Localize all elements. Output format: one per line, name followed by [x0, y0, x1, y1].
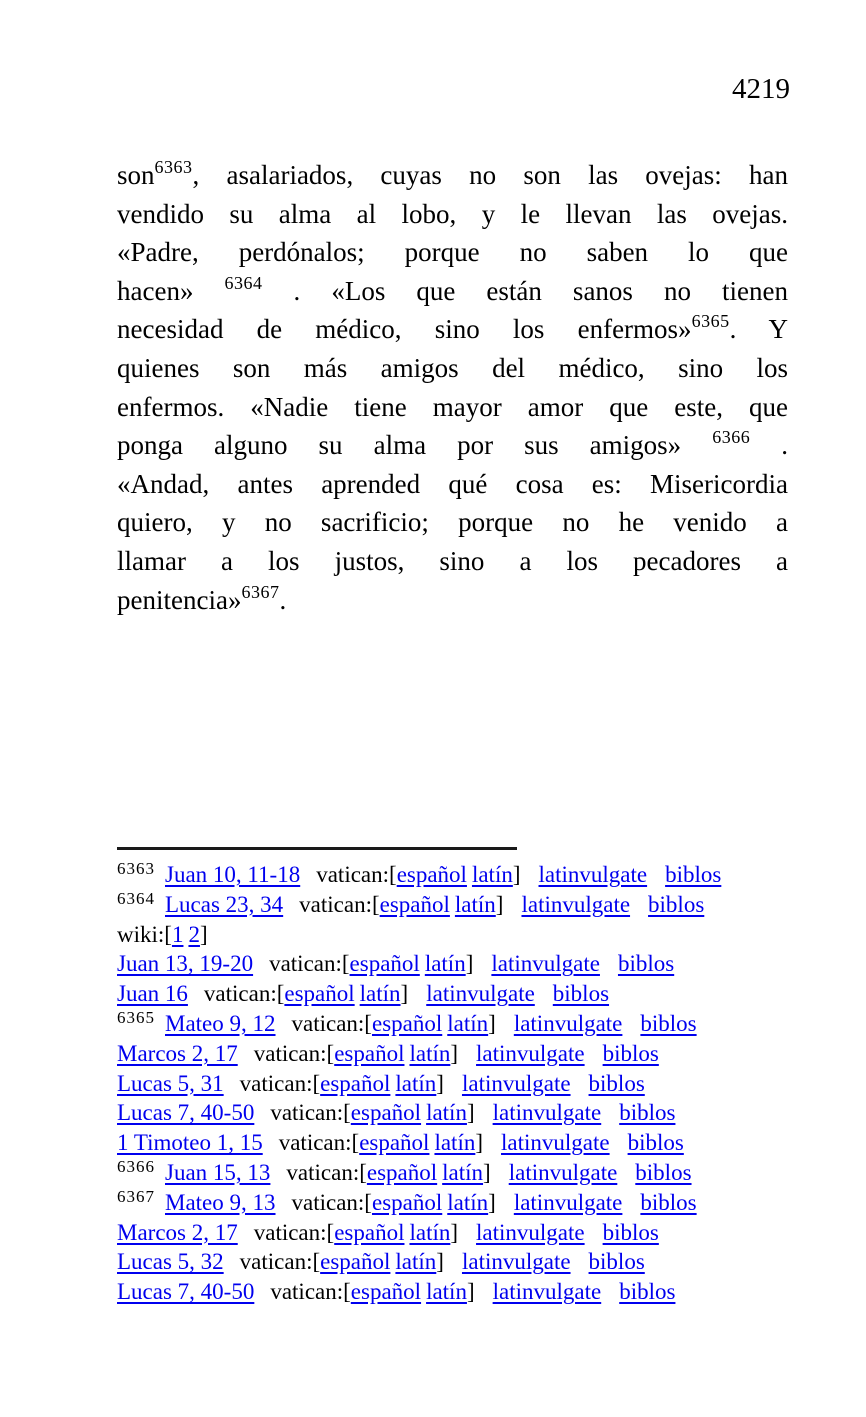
footnote-marker: 6364	[224, 272, 263, 293]
vatican-espanol-link[interactable]: español	[334, 1219, 405, 1245]
vatican-espanol-link[interactable]: español	[350, 1279, 422, 1305]
vatican-label: vatican:[	[270, 1100, 351, 1126]
vatican-label: vatican:[	[269, 951, 350, 977]
biblos-link[interactable]: biblos	[640, 1010, 697, 1036]
latinvulgate-link[interactable]: latinvulgate	[491, 951, 600, 977]
scripture-ref-link[interactable]: Lucas 7, 40-50	[117, 1100, 255, 1126]
footnote-line	[117, 1009, 817, 1039]
scripture-ref-link[interactable]: Lucas 5, 32	[117, 1249, 224, 1275]
close-bracket: ]	[512, 862, 521, 887]
close-bracket: ]	[483, 1159, 491, 1185]
scripture-ref-link[interactable]: Marcos 2, 17	[117, 1040, 238, 1066]
latinvulgate-link[interactable]: latinvulgate	[513, 1010, 623, 1036]
paragraph-line: quienes son más amigos del médico, sino los	[117, 352, 788, 383]
latinvulgate-link[interactable]: latinvulgate	[521, 891, 631, 917]
vatican-label: vatican:[	[299, 891, 380, 917]
vatican-latin-link[interactable]: latín	[424, 951, 466, 977]
wiki-label: wiki:[	[117, 921, 172, 947]
vatican-espanol-link[interactable]: español	[350, 1100, 422, 1126]
vatican-espanol-link[interactable]: español	[371, 1189, 443, 1215]
close-bracket: ]	[466, 1279, 475, 1305]
footnote-number: 6367	[117, 1186, 155, 1206]
vatican-label: vatican:[	[270, 1279, 351, 1305]
latinvulgate-link[interactable]: latinvulgate	[538, 862, 648, 887]
vatican-espanol-link[interactable]: español	[396, 862, 467, 887]
close-bracket: ]	[488, 1010, 496, 1036]
biblos-link[interactable]: biblos	[588, 1070, 645, 1096]
footnote-line	[117, 1247, 817, 1277]
vatican-latin-link[interactable]: latín	[426, 1279, 467, 1305]
footnote-line	[117, 890, 817, 920]
vatican-latin-link[interactable]: latín	[409, 1219, 451, 1245]
vatican-latin-link[interactable]: latín	[434, 1130, 476, 1156]
close-bracket: ]	[466, 1100, 475, 1126]
vatican-latin-link[interactable]: latín	[447, 1189, 489, 1215]
scripture-ref-link[interactable]: Juan 10, 11-18	[165, 862, 301, 887]
footnote-number: 6364	[117, 888, 155, 908]
scripture-ref-link[interactable]: Marcos 2, 17	[117, 1219, 238, 1245]
biblos-link[interactable]: biblos	[665, 862, 722, 887]
latinvulgate-link[interactable]: latinvulgate	[426, 981, 535, 1007]
footnote-line	[117, 1277, 817, 1307]
biblos-link[interactable]: biblos	[648, 891, 705, 917]
vatican-label: vatican:[	[278, 1130, 360, 1156]
footnote-line	[117, 1218, 817, 1248]
vatican-label: vatican:[	[239, 1070, 321, 1096]
vatican-latin-link[interactable]: latín	[359, 981, 401, 1007]
close-bracket: ]	[495, 891, 504, 917]
scripture-ref-link[interactable]: Juan 15, 13	[165, 1159, 271, 1185]
biblos-link[interactable]: biblos	[588, 1249, 645, 1275]
biblos-link[interactable]: biblos	[552, 981, 610, 1007]
paragraph-line: llamar a los justos, sino a los pecadores a	[117, 545, 788, 576]
close-bracket: ]	[199, 921, 208, 947]
wiki-link[interactable]: 2	[188, 921, 200, 947]
paragraph-line: son$^{6363}$, asalariados, cuyas no son las ovejas: han	[117, 157, 788, 190]
footnotes-section	[117, 860, 817, 1307]
vatican-espanol-link[interactable]: español	[349, 951, 420, 977]
latinvulgate-link[interactable]: latinvulgate	[461, 1070, 571, 1096]
biblos-link[interactable]: biblos	[627, 1130, 684, 1156]
paragraph-line: penitencia»$^{6367}$.	[117, 581, 287, 615]
latinvulgate-link[interactable]: latinvulgate	[508, 1159, 618, 1185]
scripture-ref-link[interactable]: Mateo 9, 13	[165, 1189, 276, 1215]
footnote-number: 6366	[117, 1156, 155, 1176]
footnote-line	[117, 1128, 817, 1158]
footnote-marker: 6367	[241, 581, 280, 602]
vatican-latin-link[interactable]: latín	[395, 1249, 437, 1275]
vatican-espanol-link[interactable]: español	[320, 1070, 391, 1096]
close-bracket: ]	[465, 951, 474, 977]
close-bracket: ]	[475, 1130, 484, 1156]
wiki-link[interactable]: 1	[171, 921, 184, 947]
latinvulgate-link[interactable]: latinvulgate	[476, 1040, 585, 1066]
latinvulgate-link[interactable]: latinvulgate	[501, 1130, 610, 1156]
page-number: 4219	[732, 73, 790, 105]
biblos-link[interactable]: biblos	[602, 1040, 659, 1066]
paragraph-line: «Andad, antes aprended qué cosa es: Misericordia	[117, 468, 788, 499]
footnote-number: 6365	[117, 1007, 155, 1027]
footnote-line	[117, 1188, 817, 1218]
paragraph-line: enfermos. «Nadie tiene mayor amor que este, que	[117, 391, 788, 422]
scripture-ref-link[interactable]: 1 Timoteo 1, 15	[117, 1130, 263, 1156]
vatican-espanol-link[interactable]: español	[371, 1010, 443, 1036]
scripture-ref-link[interactable]: Juan 13, 19-20	[117, 951, 254, 977]
biblos-link[interactable]: biblos	[635, 1159, 692, 1185]
close-bracket: ]	[436, 1070, 444, 1096]
vatican-espanol-link[interactable]: español	[359, 1130, 430, 1156]
vatican-latin-link[interactable]: latín	[409, 1040, 451, 1066]
latinvulgate-link[interactable]: latinvulgate	[476, 1219, 585, 1245]
scripture-ref-link[interactable]: Lucas 7, 40-50	[117, 1279, 255, 1305]
vatican-label: vatican:[	[291, 1189, 372, 1215]
latinvulgate-link[interactable]: latinvulgate	[492, 1100, 602, 1126]
vatican-latin-link[interactable]: latín	[395, 1070, 437, 1096]
footnote-line	[117, 979, 817, 1009]
scripture-ref-link[interactable]: Juan 16	[117, 981, 188, 1007]
footnote-separator	[117, 847, 517, 850]
footnote-line	[117, 1098, 817, 1128]
vatican-label: vatican:[	[253, 1040, 335, 1066]
latinvulgate-link[interactable]: latinvulgate	[513, 1189, 623, 1215]
vatican-latin-link[interactable]: latín	[426, 1100, 467, 1126]
vatican-latin-link[interactable]: latín	[442, 1159, 484, 1185]
footnote-line	[117, 949, 817, 979]
vatican-label: vatican:[	[253, 1219, 335, 1245]
footnote-marker: 6366	[712, 427, 751, 448]
footnote-marker: 6363	[154, 157, 193, 177]
close-bracket: ]	[450, 1219, 459, 1245]
biblos-link[interactable]: biblos	[602, 1219, 659, 1245]
close-bracket: ]	[436, 1249, 444, 1275]
vatican-label: vatican:[	[203, 981, 285, 1007]
vatican-latin-link[interactable]: latín	[447, 1010, 489, 1036]
footnote-line	[117, 1069, 817, 1099]
close-bracket: ]	[488, 1189, 496, 1215]
vatican-espanol-link[interactable]: español	[334, 1040, 405, 1066]
footnote-marker: 6365	[691, 311, 730, 332]
biblos-link[interactable]: biblos	[619, 1100, 676, 1126]
vatican-latin-link[interactable]: latín	[454, 891, 496, 917]
paragraph-line: vendido su alma al lobo, y le llevan las ovejas.	[117, 198, 788, 229]
paragraph-line: «Padre, perdónalos; porque no saben lo que	[117, 237, 788, 268]
scripture-ref-link[interactable]: Lucas 23, 34	[165, 891, 284, 917]
paragraph-line: quiero, y no sacrificio; porque no he venido a	[117, 507, 788, 538]
footnote-line	[117, 1158, 817, 1188]
body-paragraph	[117, 156, 788, 619]
vatican-label: vatican:[	[316, 862, 397, 887]
vatican-espanol-link[interactable]: español	[320, 1249, 391, 1275]
vatican-espanol-link[interactable]: español	[284, 981, 355, 1007]
vatican-label: vatican:[	[239, 1249, 321, 1275]
paragraph-line: necesidad de médico, sino los enfermos»$^{6365}$. Y	[117, 311, 788, 345]
biblos-link[interactable]: biblos	[617, 951, 675, 977]
latinvulgate-link[interactable]: latinvulgate	[461, 1249, 571, 1275]
paragraph-line: ponga alguno su alma por sus amigos» $^{6366}$ .	[117, 427, 789, 461]
biblos-link[interactable]: biblos	[640, 1189, 697, 1215]
latinvulgate-link[interactable]: latinvulgate	[492, 1279, 602, 1305]
vatican-label: vatican:[	[291, 1010, 372, 1036]
paragraph-line: hacen» $^{6364}$ . «Los que están sanos no tienen	[117, 272, 788, 306]
vatican-espanol-link[interactable]: español	[366, 1159, 438, 1185]
vatican-espanol-link[interactable]: español	[379, 891, 450, 917]
biblos-link[interactable]: biblos	[619, 1279, 676, 1305]
footnote-number: 6363	[117, 859, 155, 878]
footnote-line	[117, 860, 817, 890]
footnote-line	[117, 920, 817, 950]
vatican-latin-link[interactable]: latín	[471, 862, 513, 887]
footnote-line	[117, 1039, 817, 1069]
close-bracket: ]	[400, 981, 409, 1007]
scripture-ref-link[interactable]: Mateo 9, 12	[165, 1010, 276, 1036]
vatican-label: vatican:[	[286, 1159, 367, 1185]
scripture-ref-link[interactable]: Lucas 5, 31	[117, 1070, 224, 1096]
close-bracket: ]	[450, 1040, 459, 1066]
